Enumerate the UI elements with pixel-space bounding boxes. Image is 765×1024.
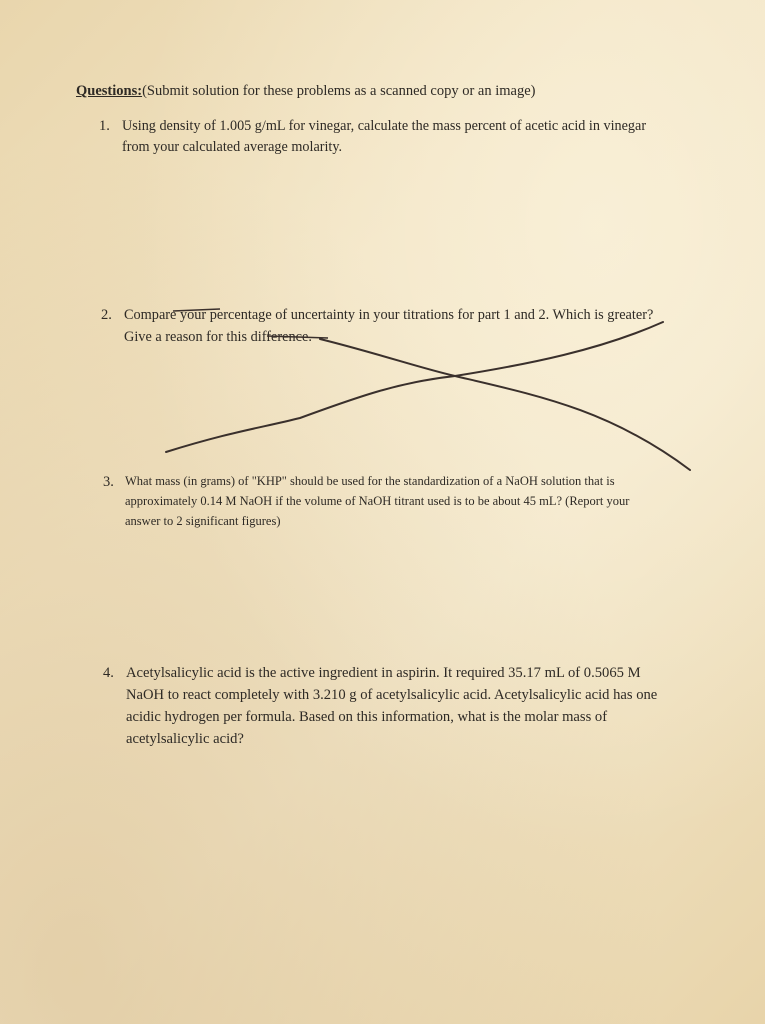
cross-out-stroke-ascending (166, 322, 663, 452)
question-text-line: answer to 2 significant figures) (125, 514, 281, 528)
strike-through-stroke (173, 309, 220, 311)
question-text-line: from your calculated average molarity. (122, 139, 343, 155)
cross-out-stroke-descending (320, 339, 690, 470)
question-text-line: NaOH to react completely with 3.210 g of acetylsalicylic acid. Acetylsalicylic acid has one (126, 687, 658, 703)
strike-through-stroke (267, 336, 328, 338)
question-text-line: Give a reason for this difference. (124, 329, 312, 345)
question-number: 4. (103, 665, 114, 681)
question-text-line: Compare your percentage of uncertainty in your titrations for part 1 and 2. Which is greater? (124, 307, 654, 323)
question-number: 2. (101, 307, 112, 323)
question-text-line: Using density of 1.005 g/mL for vinegar, calculate the mass percent of acetic acid in vinegar (122, 118, 647, 134)
question-text-line: What mass (in grams) of "KHP" should be used for the standardization of a NaOH solution that is (125, 474, 615, 488)
question-text-line: acidic hydrogen per formula. Based on this information, what is the molar mass of (126, 709, 608, 725)
question-number: 1. (99, 118, 110, 134)
question-number: 3. (103, 474, 114, 490)
question-text-line: acetylsalicylic acid? (126, 731, 244, 747)
questions-subtitle: (Submit solution for these problems as a scanned copy or an image) (142, 83, 536, 99)
question-text-line: Acetylsalicylic acid is the active ingredient in aspirin. It required 35.17 mL of 0.5065 M (126, 665, 641, 681)
question-text-line: approximately 0.14 M NaOH if the volume of NaOH titrant used is to be about 45 mL? (Report your (125, 494, 630, 508)
questions-title: Questions: (76, 83, 143, 99)
